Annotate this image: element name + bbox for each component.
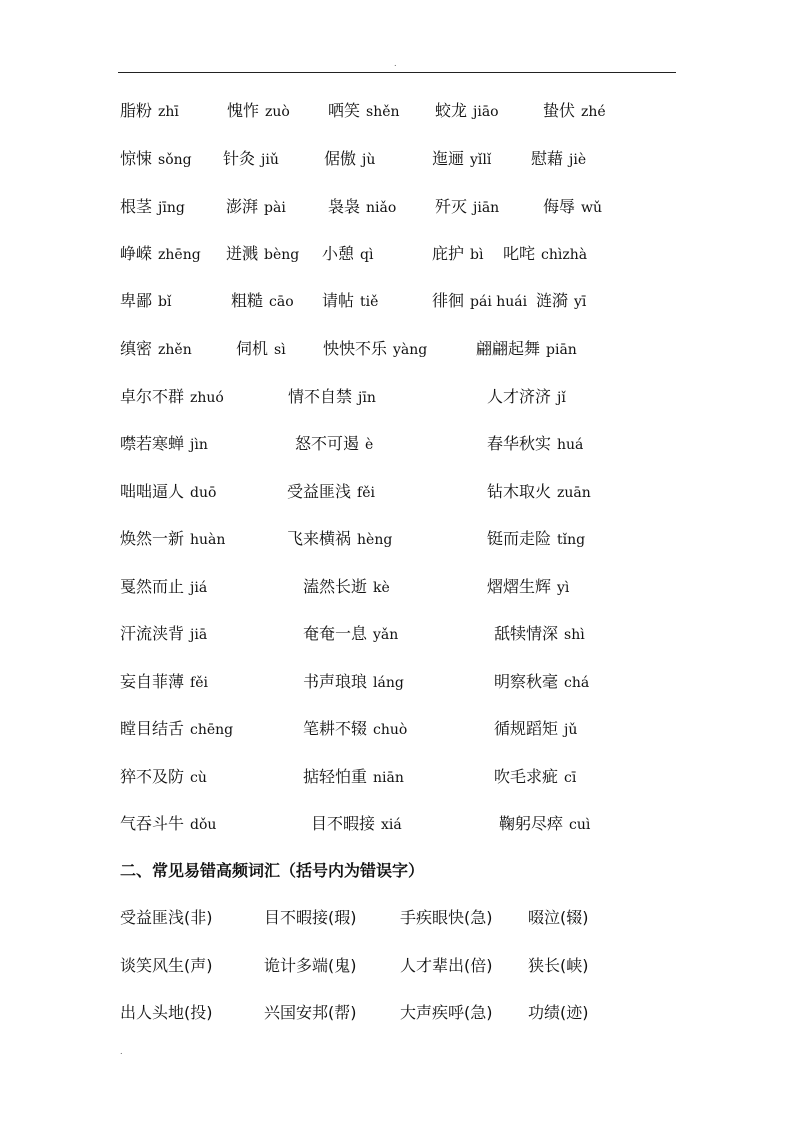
vocab-item — [432, 146, 491, 173]
vocab-item — [120, 716, 233, 743]
vocab-item — [531, 146, 586, 173]
pinyin-reading: zhēng — [158, 247, 201, 263]
vocab-word: 卑鄙 — [120, 291, 153, 310]
vocab-item — [487, 431, 583, 458]
pinyin-reading: yì — [557, 580, 570, 596]
pinyin-reading: jiǔ — [261, 152, 279, 168]
vocab-word: 惊悚 — [120, 149, 153, 168]
vocab-item — [295, 431, 373, 458]
error-word-item: 狭长(峡) — [528, 956, 589, 975]
pinyin-reading: tǐng — [557, 532, 586, 548]
vocab-item — [120, 764, 207, 791]
vocab-word: 掂轻怕重 — [303, 767, 368, 786]
vocab-word: 情不自禁 — [288, 387, 353, 406]
pinyin-reading: jù — [362, 152, 376, 168]
vocab-item — [226, 194, 286, 221]
pinyin-reading: yàng — [393, 342, 428, 358]
vocab-item — [231, 288, 294, 315]
error-word-item: 谈笑风生(声) — [120, 956, 213, 975]
vocab-word: 澎湃 — [226, 197, 259, 216]
vocab-word: 戛然而止 — [120, 577, 185, 596]
vocab-item — [311, 811, 402, 838]
pinyin-reading: yǐlǐ — [470, 152, 492, 168]
vocab-word: 气吞斗牛 — [120, 814, 185, 833]
pinyin-reading: bì — [470, 247, 484, 263]
error-word-item: 啜泣(辍) — [528, 908, 589, 927]
vocab-word: 小憩 — [322, 244, 355, 263]
pinyin-reading: dǒu — [190, 817, 217, 833]
pinyin-row — [0, 146, 794, 172]
pinyin-row — [0, 621, 794, 647]
vocab-item — [494, 669, 589, 696]
vocab-word: 妄自菲薄 — [120, 672, 185, 691]
pinyin-reading: pài — [264, 200, 286, 216]
error-word-item: 目不暇接(瑕) — [264, 908, 357, 927]
pinyin-reading: bǐ — [158, 294, 172, 310]
vocab-word: 卓尔不群 — [120, 387, 185, 406]
pinyin-reading: láng — [373, 675, 404, 691]
vocab-word: 庇护 — [432, 244, 465, 263]
vocab-word: 笔耕不辍 — [303, 719, 368, 738]
vocab-item — [120, 431, 208, 458]
pinyin-row — [0, 526, 794, 552]
pinyin-reading: piān — [546, 342, 577, 358]
error-word-item: 出人头地(投) — [120, 1003, 213, 1022]
pinyin-reading: jīn — [358, 390, 376, 406]
pinyin-reading: chá — [564, 675, 590, 691]
vocab-item — [303, 621, 398, 648]
pinyin-reading: shì — [564, 627, 585, 643]
vocab-item — [487, 526, 585, 553]
pinyin-reading: tiě — [360, 294, 379, 310]
vocab-word: 叱咤 — [503, 244, 536, 263]
pinyin-reading: è — [365, 437, 374, 453]
vocab-word: 歼灭 — [435, 197, 468, 216]
vocab-word: 受益匪浅 — [287, 482, 352, 501]
vocab-word: 缜密 — [120, 339, 153, 358]
vocab-item — [120, 241, 201, 268]
pinyin-row — [0, 288, 794, 314]
pinyin-row — [0, 764, 794, 790]
vocab-word: 噤若寒蝉 — [120, 434, 185, 453]
vocab-item — [476, 336, 577, 363]
vocab-word: 针灸 — [223, 149, 256, 168]
vocab-item — [503, 241, 587, 268]
pinyin-reading: chìzhà — [541, 247, 588, 263]
pinyin-reading: cī — [564, 770, 577, 786]
vocab-item — [120, 336, 192, 363]
vocab-item — [120, 288, 171, 315]
vocab-word: 目不暇接 — [311, 814, 376, 833]
pinyin-reading: duō — [190, 485, 217, 501]
error-word-item: 功绩(迹) — [528, 1003, 589, 1022]
pinyin-row — [0, 194, 794, 220]
vocab-word: 春华秋实 — [487, 434, 552, 453]
vocab-word: 溘然长逝 — [303, 577, 368, 596]
vocab-item — [227, 98, 290, 125]
vocab-word: 书声琅琅 — [303, 672, 368, 691]
vocab-word: 徘徊 — [432, 291, 465, 310]
vocab-item — [120, 621, 207, 648]
vocab-item — [323, 336, 427, 363]
vocab-item — [120, 669, 208, 696]
vocab-word: 熠熠生辉 — [487, 577, 552, 596]
section-title: 二、常见易错高频词汇（括号内为错误字） — [120, 861, 425, 880]
pinyin-reading: pái huái — [470, 294, 528, 310]
error-word-item: 大声疾呼(急) — [400, 1003, 493, 1022]
pinyin-row — [0, 431, 794, 457]
vocab-word: 蛰伏 — [543, 101, 576, 120]
pinyin-reading: jiāo — [473, 104, 499, 120]
vocab-item — [328, 194, 396, 221]
pinyin-row — [0, 574, 794, 600]
vocab-item — [120, 194, 185, 221]
vocab-item — [120, 526, 225, 553]
error-words-row — [0, 953, 794, 979]
pinyin-reading: yī — [574, 294, 587, 310]
pinyin-reading: zhěn — [158, 342, 192, 358]
pinyin-reading: zhé — [581, 104, 606, 120]
pinyin-reading: shěn — [366, 104, 400, 120]
pinyin-reading: fěi — [357, 485, 375, 501]
pinyin-reading: jǐ — [557, 390, 566, 406]
vocab-word: 怒不可遏 — [295, 434, 360, 453]
vocab-item — [435, 98, 499, 125]
vocab-word: 袅袅 — [328, 197, 361, 216]
vocab-word: 舐犊情深 — [494, 624, 559, 643]
pinyin-reading: huàn — [190, 532, 226, 548]
vocab-item — [120, 574, 207, 601]
vocab-item — [120, 479, 216, 506]
vocab-item — [287, 479, 375, 506]
pinyin-reading: niǎo — [366, 200, 397, 216]
vocab-item — [499, 811, 590, 838]
pinyin-reading: jiā — [190, 627, 208, 643]
vocab-word: 人才济济 — [487, 387, 552, 406]
vocab-item — [328, 98, 400, 125]
pinyin-reading: jìn — [190, 437, 208, 453]
vocab-item — [435, 194, 499, 221]
pinyin-reading: jiè — [569, 152, 587, 168]
vocab-word: 瞠目结舌 — [120, 719, 185, 738]
pinyin-reading: jīng — [158, 200, 185, 216]
error-word-item: 诡计多端(鬼) — [264, 956, 357, 975]
vocab-word: 慰藉 — [531, 149, 564, 168]
pinyin-reading: hèng — [357, 532, 393, 548]
vocab-word: 蛟龙 — [435, 101, 468, 120]
error-words-row — [0, 905, 794, 931]
pinyin-reading: sì — [274, 342, 286, 358]
pinyin-row — [0, 384, 794, 410]
vocab-word: 循规蹈矩 — [494, 719, 559, 738]
pinyin-reading: yǎn — [373, 627, 399, 643]
vocab-word: 汗流浃背 — [120, 624, 185, 643]
vocab-item — [494, 716, 577, 743]
vocab-item — [324, 146, 375, 173]
vocab-item — [322, 241, 373, 268]
vocab-word: 涟漪 — [536, 291, 569, 310]
vocab-item — [432, 288, 527, 315]
pinyin-reading: zhī — [158, 104, 179, 120]
vocab-item — [536, 288, 586, 315]
vocab-item — [303, 574, 390, 601]
header-rule — [118, 72, 676, 73]
pinyin-row — [0, 336, 794, 362]
pinyin-reading: niān — [373, 770, 404, 786]
pinyin-row — [0, 716, 794, 742]
pinyin-reading: kè — [373, 580, 390, 596]
vocab-word: 愧怍 — [227, 101, 260, 120]
vocab-word: 峥嵘 — [120, 244, 153, 263]
vocab-item — [487, 574, 569, 601]
vocab-item — [120, 384, 224, 411]
vocab-item — [487, 479, 591, 506]
pinyin-reading: jiá — [190, 580, 208, 596]
vocab-item — [226, 241, 299, 268]
pinyin-row — [0, 479, 794, 505]
vocab-word: 粗糙 — [231, 291, 264, 310]
vocab-item — [303, 669, 404, 696]
vocab-word: 明察秋毫 — [494, 672, 559, 691]
vocab-item — [288, 384, 376, 411]
vocab-item — [543, 194, 602, 221]
vocab-item — [303, 716, 407, 743]
pinyin-reading: jiān — [473, 200, 500, 216]
pinyin-reading: bèng — [264, 247, 300, 263]
vocab-word: 迤逦 — [432, 149, 465, 168]
pinyin-row — [0, 241, 794, 267]
error-word-item: 手疾眼快(急) — [400, 908, 493, 927]
vocab-word: 鞠躬尽瘁 — [499, 814, 564, 833]
footer-mark: . — [120, 1047, 123, 1056]
vocab-word: 迸溅 — [226, 244, 259, 263]
vocab-word: 侮辱 — [543, 197, 576, 216]
pinyin-reading: xiá — [381, 817, 402, 833]
vocab-item — [303, 764, 404, 791]
error-word-item: 受益匪浅(非) — [120, 908, 213, 927]
pinyin-reading: zuò — [265, 104, 290, 120]
vocab-item — [322, 288, 378, 315]
vocab-word: 脂粉 — [120, 101, 153, 120]
vocab-word: 奄奄一息 — [303, 624, 368, 643]
vocab-word: 飞来横祸 — [287, 529, 352, 548]
pinyin-row — [0, 669, 794, 695]
vocab-word: 吹毛求疵 — [494, 767, 559, 786]
vocab-word: 根茎 — [120, 197, 153, 216]
vocab-item — [487, 384, 566, 411]
vocab-word: 猝不及防 — [120, 767, 185, 786]
vocab-item — [236, 336, 286, 363]
vocab-item — [494, 764, 576, 791]
vocab-item — [543, 98, 606, 125]
vocab-item — [120, 146, 192, 173]
vocab-item — [287, 526, 392, 553]
pinyin-reading: cù — [190, 770, 207, 786]
pinyin-row — [0, 811, 794, 837]
pinyin-reading: sǒng — [158, 152, 192, 168]
vocab-word: 钻木取火 — [487, 482, 552, 501]
pinyin-row — [0, 98, 794, 124]
error-words-row — [0, 1000, 794, 1026]
header-mark: . — [394, 59, 397, 68]
vocab-word: 请帖 — [322, 291, 355, 310]
pinyin-reading: wǔ — [581, 200, 603, 216]
vocab-word: 焕然一新 — [120, 529, 185, 548]
pinyin-reading: zuān — [557, 485, 591, 501]
error-word-item: 人才辈出(倍) — [400, 956, 493, 975]
vocab-word: 怏怏不乐 — [323, 339, 388, 358]
vocab-word: 伺机 — [236, 339, 269, 358]
vocab-item — [432, 241, 483, 268]
error-word-item: 兴国安邦(帮) — [264, 1003, 357, 1022]
vocab-item — [120, 811, 216, 838]
pinyin-reading: fěi — [190, 675, 208, 691]
vocab-item — [494, 621, 585, 648]
vocab-word: 翩翩起舞 — [476, 339, 541, 358]
vocab-word: 咄咄逼人 — [120, 482, 185, 501]
pinyin-reading: qì — [360, 247, 374, 263]
pinyin-reading: chēng — [190, 722, 234, 738]
pinyin-reading: zhuó — [190, 390, 224, 406]
vocab-word: 铤而走险 — [487, 529, 552, 548]
vocab-item — [120, 98, 179, 125]
pinyin-reading: chuò — [373, 722, 408, 738]
vocab-item — [223, 146, 279, 173]
pinyin-reading: cuì — [569, 817, 591, 833]
vocab-word: 哂笑 — [328, 101, 361, 120]
pinyin-reading: cāo — [269, 294, 294, 310]
vocab-word: 倨傲 — [324, 149, 357, 168]
pinyin-reading: huá — [557, 437, 584, 453]
pinyin-reading: jǔ — [564, 722, 578, 738]
